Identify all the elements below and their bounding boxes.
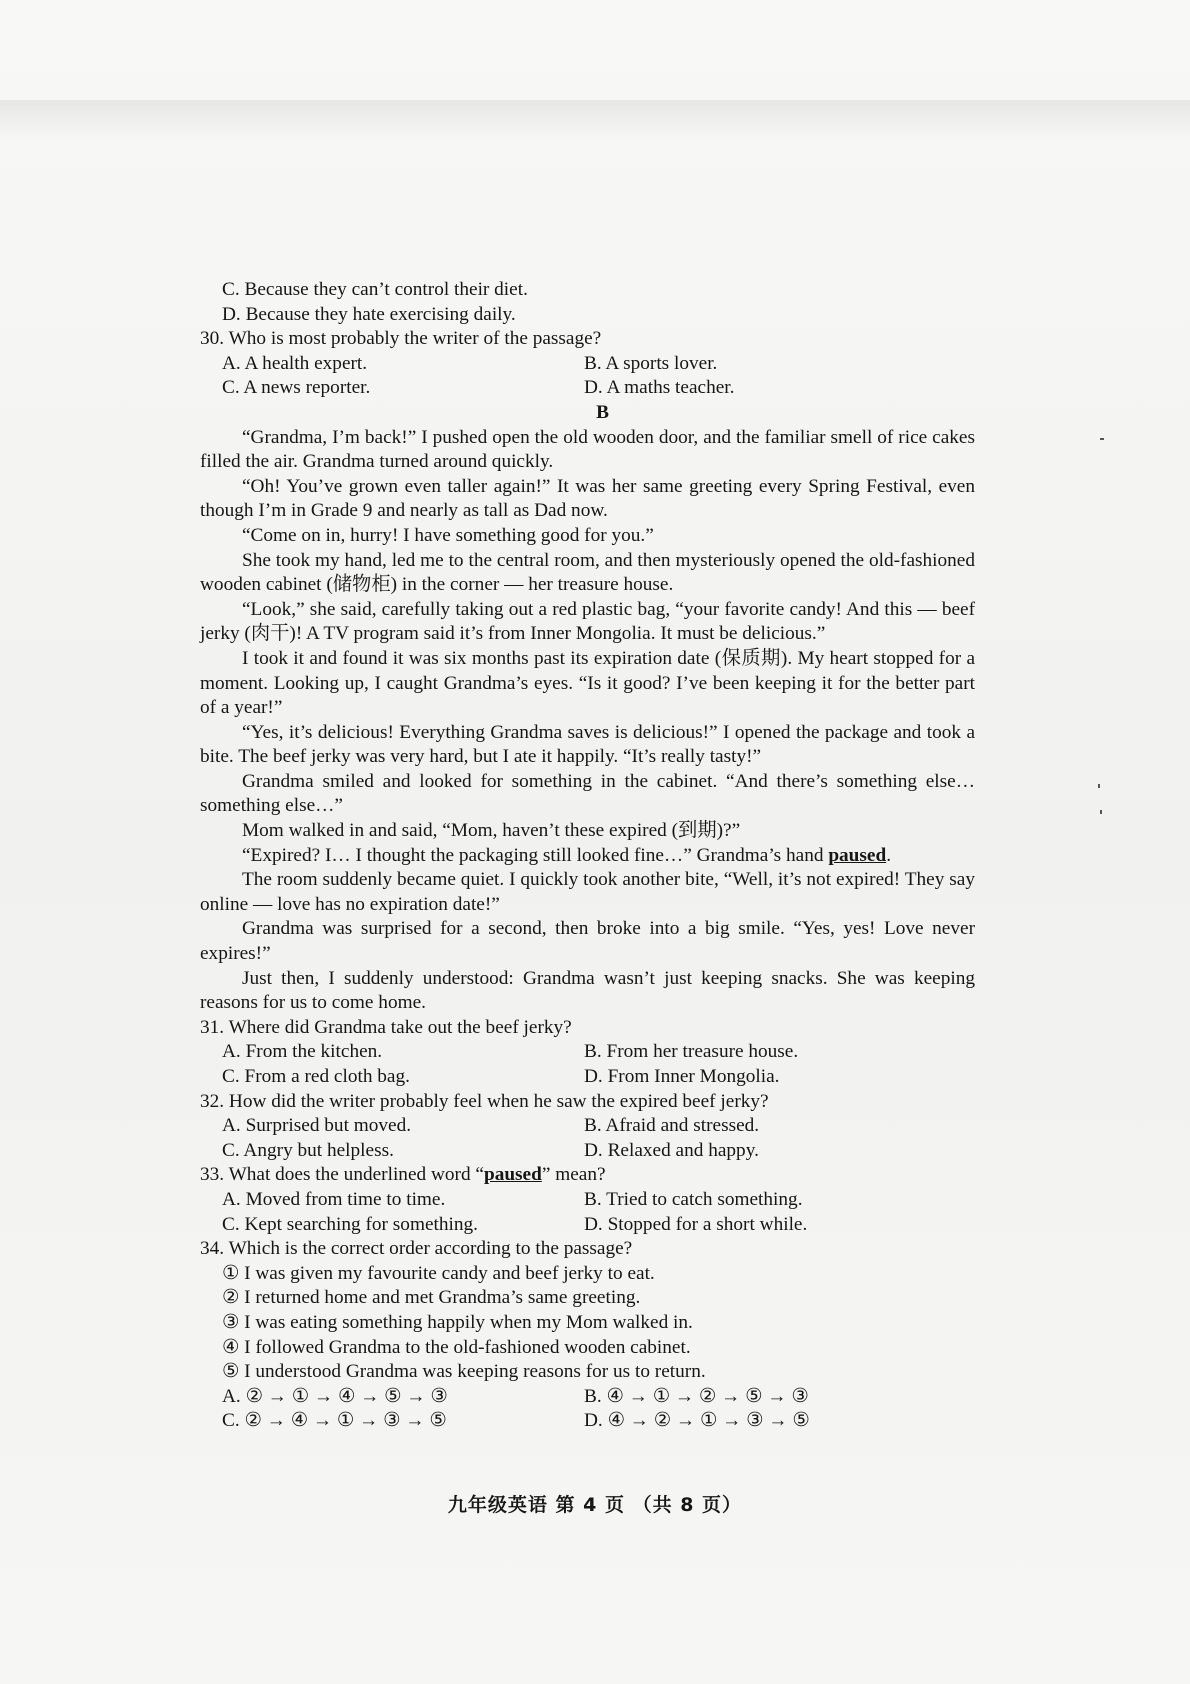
option-c: C. ② → ④ → ① → ③ → ⑤ <box>222 1410 447 1432</box>
option-c: C. Kept searching for something. <box>222 1213 478 1235</box>
underlined-word: paused <box>828 844 887 866</box>
question-stem <box>200 1163 975 1188</box>
option-d: D. From Inner Mongolia. <box>584 1066 780 1087</box>
section-heading-b: B <box>596 401 609 423</box>
order-item: ④ I followed Grandma to the old-fashioned wooden cabinet. <box>222 1336 691 1358</box>
option-row <box>200 1114 975 1139</box>
order-item: ② I returned home and met Grandma’s same greeting. <box>222 1287 641 1309</box>
stem-text: ” mean? <box>541 1164 606 1186</box>
option-d: D. A maths teacher. <box>584 377 735 399</box>
paragraph-text: “Expired? I… I thought the packaging still looked fine…” Grandma’s hand <box>242 844 829 866</box>
scan-mark <box>1100 438 1104 440</box>
passage-paragraph: The room suddenly became quiet. I quickly took another bite, “Well, it’s not expired! They say online — love has no expiration date!” <box>200 869 975 915</box>
question-33 <box>200 1163 975 1237</box>
option-a: A. From the kitchen. <box>222 1041 383 1063</box>
passage-paragraph: Mom walked in and said, “Mom, haven’t these expired (到期)?” <box>242 820 741 842</box>
question-31 <box>200 1016 975 1090</box>
stem-text: 33. What does the underlined word “ <box>200 1164 484 1186</box>
option-row <box>200 1409 975 1434</box>
passage-paragraph: “Yes, it’s delicious! Everything Grandma saves is delicious!” I opened the package and took a bite. The beef jerky was very hard, but I ate it happily. “It’s really tasty!” <box>200 721 975 768</box>
order-item: ③ I was eating something happily when my Mom walked in. <box>222 1311 693 1333</box>
scan-top-strip <box>0 100 1190 140</box>
question-stem: 30. Who is most probably the writer of the passage? <box>200 328 602 350</box>
option-a: A. Moved from time to time. <box>222 1188 446 1210</box>
scan-mark <box>1098 784 1100 788</box>
passage-paragraph: Just then, I suddenly understood: Grandma wasn’t just keeping snacks. She was keeping reasons for us to come home. <box>200 967 975 1014</box>
question-stem: 32. How did the writer probably feel when he saw the expired beef jerky? <box>200 1090 769 1112</box>
passage-paragraph: “Grandma, I’m back!” I pushed open the old wooden door, and the familiar smell of rice cakes filled the air. Grandma turned around quickly. <box>200 426 975 473</box>
question-stem: 31. Where did Grandma take out the beef jerky? <box>200 1016 572 1038</box>
question-30 <box>200 327 975 401</box>
option-c: C. Angry but helpless. <box>222 1139 394 1161</box>
passage-paragraph: Grandma smiled and looked for something in the cabinet. “And there’s something else… something else…” <box>200 770 975 817</box>
question-34 <box>200 1237 975 1434</box>
option-b: B. Tried to catch something. <box>584 1188 803 1210</box>
exam-page <box>200 278 975 1434</box>
option-b: B. A sports lover. <box>584 352 718 374</box>
q29-option-d: D. Because they hate exercising daily. <box>222 303 516 325</box>
option-d: D. Stopped for a short while. <box>584 1213 808 1235</box>
option-a: A. A health expert. <box>222 352 368 374</box>
option-row <box>200 1385 975 1410</box>
passage-paragraph: “Look,” she said, carefully taking out a red plastic bag, “your favorite candy! And this — beef jerky (肉干)! A TV program said it’s from Inner Mongolia. It must be delicious.” <box>200 598 975 645</box>
option-row <box>200 352 975 377</box>
option-c: C. A news reporter. <box>222 377 371 399</box>
page-footer: 九年级英语 第 4 页 （共 8 页） <box>447 1494 743 1516</box>
option-d: D. Relaxed and happy. <box>584 1139 759 1161</box>
paragraph-text: . <box>886 844 892 866</box>
passage-paragraph <box>200 844 975 869</box>
reading-passage <box>200 426 975 1016</box>
passage-paragraph: Grandma was surprised for a second, then broke into a big smile. “Yes, yes! Love never expires!” <box>200 918 975 965</box>
option-row <box>200 1188 975 1213</box>
underlined-word: paused <box>483 1164 542 1186</box>
passage-paragraph: “Come on in, hurry! I have something good for you.” <box>242 524 654 546</box>
option-a: A. Surprised but moved. <box>222 1115 412 1137</box>
option-a: A. ② → ① → ④ → ⑤ → ③ <box>222 1385 448 1407</box>
option-d: D. ④ → ② → ① → ③ → ⑤ <box>584 1410 810 1432</box>
option-b: B. From her treasure house. <box>584 1041 799 1063</box>
option-c: C. From a red cloth bag. <box>222 1066 410 1087</box>
question-32 <box>200 1090 975 1164</box>
scan-mark <box>1100 810 1102 814</box>
option-b: B. Afraid and stressed. <box>584 1115 760 1137</box>
option-row <box>200 1213 975 1238</box>
option-row <box>200 1139 975 1164</box>
option-b: B. ④ → ① → ② → ⑤ → ③ <box>584 1385 809 1407</box>
option-row <box>200 1065 975 1090</box>
order-item: ① I was given my favourite candy and beef jerky to eat. <box>222 1262 655 1284</box>
option-row <box>200 376 975 401</box>
passage-paragraph: She took my hand, led me to the central room, and then mysteriously opened the old-fashioned wooden cabinet (储物柜) in the corner — her treasure house. <box>200 549 975 596</box>
q29-option-c: C. Because they can’t control their diet. <box>222 279 528 300</box>
order-item: ⑤ I understood Grandma was keeping reasons for us to return. <box>222 1361 706 1383</box>
passage-paragraph: I took it and found it was six months past its expiration date (保质期). My heart stopped for a moment. Looking up, I caught Grandma’s eyes. “Is it good? I’ve been keeping it for the better part of a year!” <box>200 647 975 719</box>
option-row <box>200 1040 975 1065</box>
passage-paragraph: “Oh! You’ve grown even taller again!” It was her same greeting every Spring Festival, even though I’m in Grade 9 and nearly as tall as Dad now. <box>200 475 975 522</box>
question-stem: 34. Which is the correct order according to the passage? <box>200 1238 633 1260</box>
